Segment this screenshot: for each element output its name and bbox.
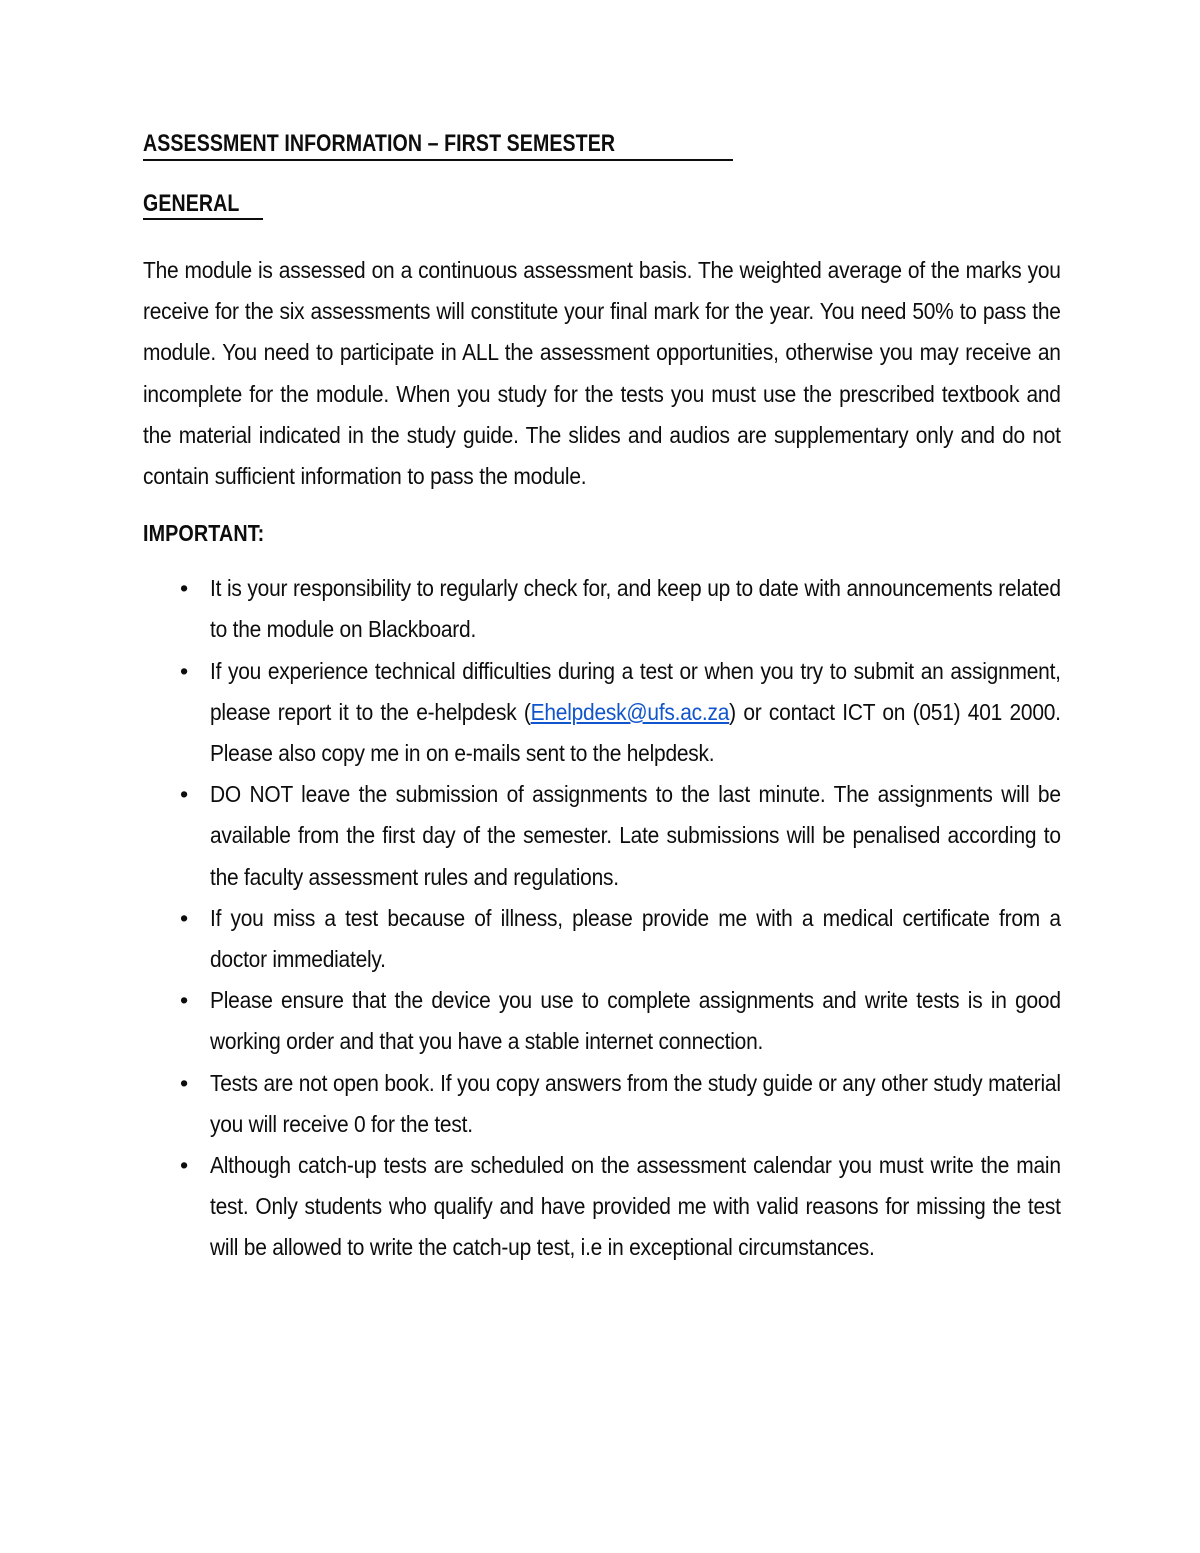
helpdesk-email-link[interactable]: Ehelpdesk@ufs.ac.za bbox=[530, 698, 730, 725]
document-body bbox=[143, 132, 1061, 1269]
bullet-point-icon: • bbox=[180, 1152, 188, 1179]
list-item bbox=[143, 651, 1061, 775]
bullet-point-icon: • bbox=[180, 987, 188, 1014]
section-heading-general bbox=[143, 189, 1061, 221]
list-item-text bbox=[210, 651, 1061, 775]
list-item-text: If you miss a test because of illness, please provide me with a medical certificate from a doctor immediately. bbox=[210, 904, 1061, 973]
general-paragraph: The module is assessed on a continuous assessment basis. The weighted average of the marks you receive for the six assessments will constitute your final mark for the year. You need 50% to pass the module. You need to participate in ALL the assessment opportunities, otherwise you may receive an incomplete for the module. When you study for the tests you must use the prescribed textbook and the material indicated in the study guide. The slides and audios are supplementary only and do not contain sufficient information to pass the module. bbox=[143, 257, 1061, 490]
bullet-point-icon: • bbox=[180, 904, 188, 931]
important-bullet-list bbox=[143, 568, 1061, 1268]
list-item bbox=[143, 1063, 1061, 1145]
bullet-point-icon: • bbox=[180, 657, 188, 684]
list-item bbox=[143, 980, 1061, 1062]
list-item bbox=[143, 774, 1061, 898]
section-heading-text: GENERAL bbox=[143, 189, 240, 217]
list-item bbox=[143, 898, 1061, 980]
list-item-text: DO NOT leave the submission of assignments to the last minute. The assignments will be available from the first day of the semester. Late submissions will be penalised according to the faculty assessment rules and regulations. bbox=[210, 781, 1061, 890]
bullet-point-icon: • bbox=[180, 575, 188, 602]
bullet-point-icon: • bbox=[180, 781, 188, 808]
page-title-underline bbox=[143, 132, 733, 161]
list-item bbox=[143, 568, 1061, 650]
list-item-text-before-link: If you experience technical difficulties during a test or when you try to submit an assignment, please report it to the e-helpdesk ( bbox=[210, 657, 1061, 725]
list-item-text-after-link: ) or contact ICT on (051) 401 2000. Please also copy me in on e-mails sent to the helpdesk. bbox=[210, 698, 1061, 767]
important-heading bbox=[143, 522, 1061, 545]
page-title bbox=[143, 132, 1061, 161]
list-item bbox=[143, 1145, 1061, 1269]
bullet-point-icon: • bbox=[180, 1069, 188, 1096]
list-item-text: It is your responsibility to regularly check for, and keep up to date with announcements related to the module on Blackboard. bbox=[210, 575, 1061, 643]
list-item-text: Please ensure that the device you use to complete assignments and write tests is in good working order and that you have a stable internet connection. bbox=[210, 987, 1061, 1055]
list-item-text: Tests are not open book. If you copy answers from the study guide or any other study material you will receive 0 for the test. bbox=[210, 1069, 1061, 1137]
list-item-text: Although catch-up tests are scheduled on the assessment calendar you must write the main test. Only students who qualify and have provided me with valid reasons for missing the test will be allowed to write the catch-up test, i.e in exceptional circumstances. bbox=[210, 1152, 1061, 1261]
important-heading-text: IMPORTANT: bbox=[143, 520, 265, 547]
section-heading-underline bbox=[143, 189, 263, 221]
page-title-text: ASSESSMENT INFORMATION – FIRST SEMESTER bbox=[143, 130, 616, 157]
